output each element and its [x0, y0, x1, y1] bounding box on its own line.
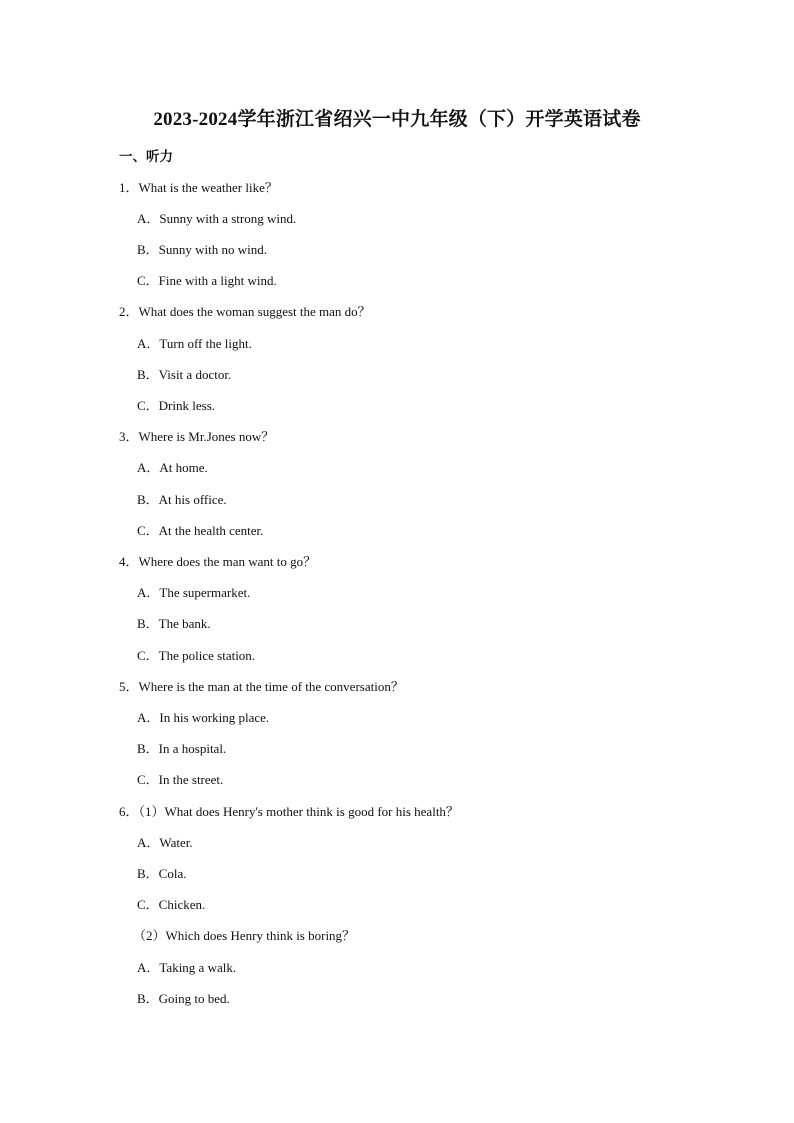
question-1-option-a[interactable]: A．Sunny with a strong wind. [137, 211, 297, 226]
question-3: 3．Where is Mr.Jones now？ [119, 429, 275, 444]
question-6-2-option-b[interactable]: B．Going to bed. [137, 991, 230, 1006]
question-3-option-a[interactable]: A．At home. [137, 460, 208, 475]
question-5-option-c[interactable]: C．In the street. [137, 772, 224, 787]
question-6-part-1: 6．（1）What does Henry's mother think is good for his health？ [119, 804, 459, 819]
question-6-1-option-b[interactable]: B．Cola. [137, 866, 187, 881]
question-5: 5．Where is the man at the time of the conversation？ [119, 679, 404, 694]
question-6-2-option-a[interactable]: A．Taking a walk. [137, 960, 237, 975]
question-6-part-2: （2）Which does Henry think is boring？ [133, 928, 356, 943]
question-4: 4．Where does the man want to go？ [119, 554, 317, 569]
question-4-option-b[interactable]: B．The bank. [137, 616, 211, 631]
exam-title: 2023-2024学年浙江省绍兴一中九年级（下）开学英语试卷 [153, 109, 641, 130]
question-5-option-b[interactable]: B．In a hospital. [137, 741, 227, 756]
question-2: 2．What does the woman suggest the man do？ [119, 304, 371, 319]
question-4-option-c[interactable]: C．The police station. [137, 648, 256, 663]
question-1: 1．What is the weather like？ [119, 180, 278, 195]
question-6-1-option-a[interactable]: A．Water. [137, 835, 193, 850]
question-3-option-b[interactable]: B．At his office. [137, 492, 227, 507]
question-4-option-a[interactable]: A．The supermarket. [137, 585, 251, 600]
question-6-1-option-c[interactable]: C．Chicken. [137, 897, 206, 912]
question-3-option-c[interactable]: C．At the health center. [137, 523, 264, 538]
question-2-option-b[interactable]: B．Visit a doctor. [137, 367, 232, 382]
question-5-option-a[interactable]: A．In his working place. [137, 710, 270, 725]
question-1-option-b[interactable]: B．Sunny with no wind. [137, 242, 268, 257]
question-2-option-c[interactable]: C．Drink less. [137, 398, 216, 413]
question-1-option-c[interactable]: C．Fine with a light wind. [137, 273, 277, 288]
question-2-option-a[interactable]: A．Turn off the light. [137, 336, 252, 351]
section-heading: 一、听力 [119, 149, 173, 164]
